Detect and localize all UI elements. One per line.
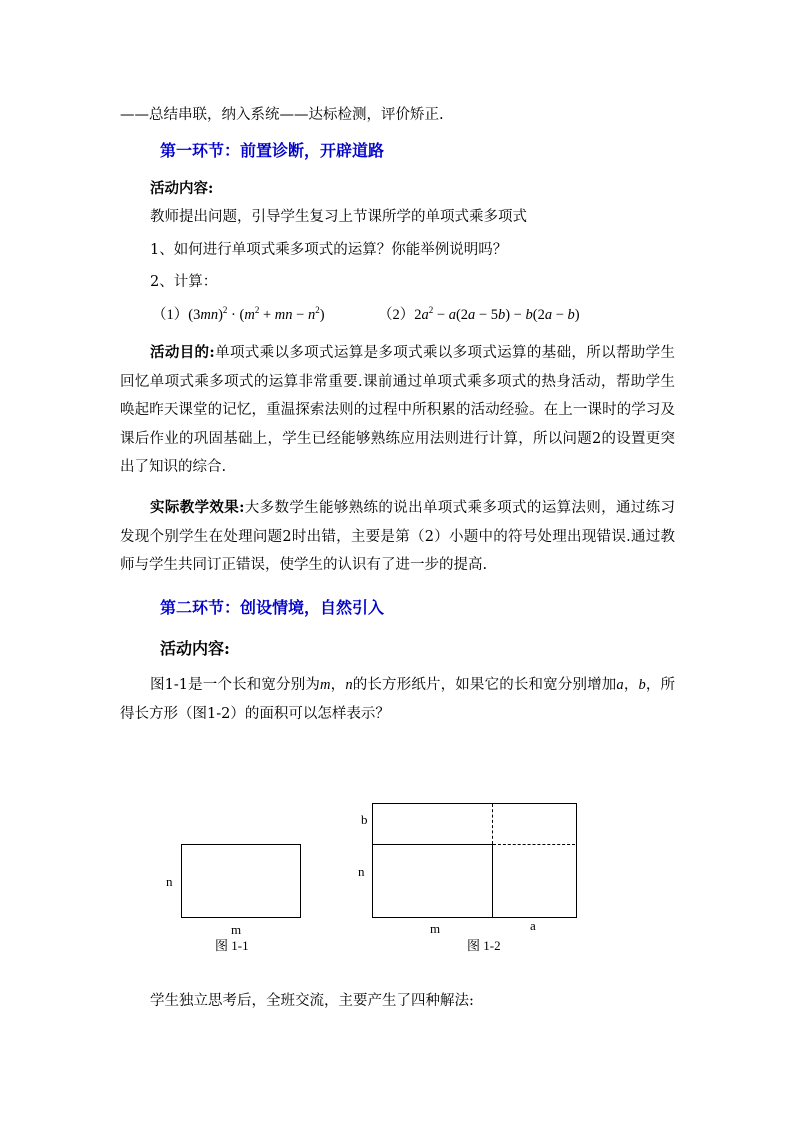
activity-goal-text: 单项式乘以多项式运算是多项式乘以多项式运算的基础，所以帮助学生回忆单项式乘多项式的运算非常重要.课前通过单项式乘多项式的热身活动，帮助学生唤起昨天课堂的记忆，重温探索法则的过程中所积累的活动经验。在上一课时的学习及课后作业的巩固基础上，学生已经能够熟练应用法则进行计算，所以问题2的设置更突出了知识的综合. <box>120 345 676 475</box>
figure2-vertical-solid-line <box>492 844 493 917</box>
var-a: a <box>616 677 624 693</box>
exercise-2 <box>378 303 580 324</box>
exercise2-expression: $2a^2 - a(2a - 5b) - b(2a - b)$ <box>414 305 580 323</box>
section2-heading: 第二环节：创设情境，自然引入 <box>160 598 385 617</box>
comma: ， <box>330 677 346 693</box>
figure2-label-b: b <box>361 812 368 827</box>
teaching-effect-label: 实际教学效果: <box>150 499 245 516</box>
figure2-label-n: n <box>358 864 365 879</box>
activity-goal-paragraph <box>120 339 675 482</box>
section2-closing: 学生独立思考后，全班交流，主要产生了四种解法: <box>150 993 474 1009</box>
section2-activity-content-label: 活动内容: <box>160 639 230 658</box>
figure1-rectangle <box>181 844 301 918</box>
figure2-vertical-dashed-line <box>492 804 493 844</box>
section2-para-c: ，所得长方形（图1-2）的面积可以怎样表示？ <box>120 677 676 722</box>
figure2-horizontal-dashed-line <box>493 844 575 845</box>
exercise1-expression: $(3mn)^2 \cdot (m^2$ + mn − $n^2$) <box>188 305 325 323</box>
section1-line1: 教师提出问题，引导学生复习上节课所学的单项式乘多项式 <box>150 209 527 225</box>
teaching-effect-paragraph <box>120 494 675 580</box>
var-m: m <box>320 677 331 693</box>
teaching-effect-text: 大多数学生能够熟练的说出单项式乘多项式的运算法则，通过练习发现个别学生在处理问题2时出错，主要是第（2）小题中的符号处理出现错误.通过教师与学生共同订正错误，使学生的认识有了进一步的提高. <box>120 500 675 573</box>
figure1-label-n: n <box>166 874 173 889</box>
comma: ， <box>623 677 639 693</box>
section1-line2: 1、如何进行单项式乘多项式的运算？你能举例说明吗？ <box>150 242 508 258</box>
intro-line: ——总结串联，纳入系统——达标检测，评价矫正. <box>120 107 444 123</box>
figure2-label-a: a <box>530 918 536 933</box>
section2-para-a: 图1-1是一个长和宽分别为 <box>150 677 321 693</box>
section1-heading: 第一环节：前置诊断，开辟道路 <box>160 141 385 160</box>
section2-para-b: 的长方形纸片，如果它的长和宽分别增加 <box>352 677 617 693</box>
figure1-caption: 图 1-1 <box>215 938 249 953</box>
figure2-outer-rectangle <box>372 803 577 918</box>
section1-activity-content-label: 活动内容: <box>150 180 214 197</box>
figure2-caption: 图 1-2 <box>467 938 501 953</box>
var-n: n <box>345 677 353 693</box>
section1-line3: 2、计算： <box>150 274 218 290</box>
figure2-horizontal-solid-line <box>373 844 492 845</box>
exercise-1 <box>152 303 325 324</box>
activity-goal-label: 活动目的: <box>150 344 215 361</box>
exercise1-label: （1） <box>152 307 189 323</box>
exercise2-label: （2） <box>378 307 415 323</box>
section2-paragraph <box>120 671 675 728</box>
var-b: b <box>638 677 646 693</box>
figure2-label-m: m <box>430 921 441 936</box>
figure1-label-m: m <box>231 922 242 937</box>
